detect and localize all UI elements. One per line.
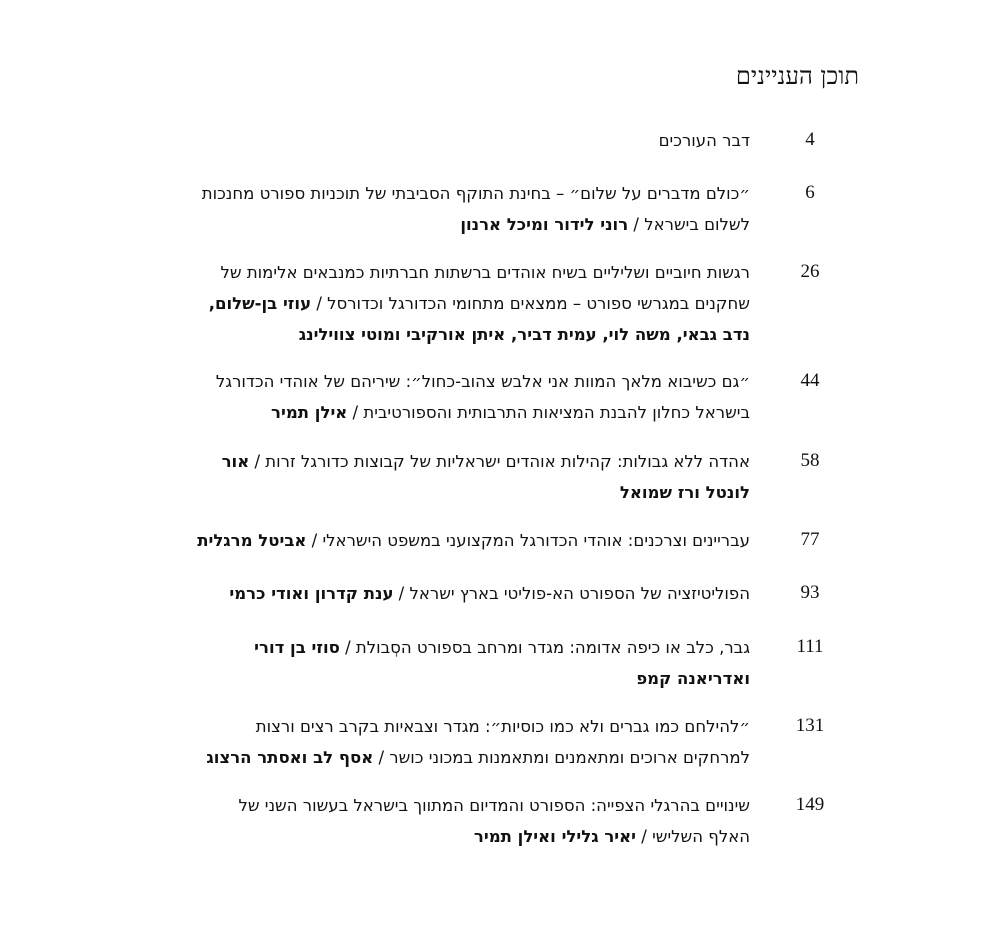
toc-entry-title: האלף השלישי / xyxy=(636,827,750,846)
toc-entry-text xyxy=(150,790,750,852)
toc-entry-author: ענת קדרון ואודי כרמי xyxy=(229,584,394,603)
toc-entry-text xyxy=(150,711,750,773)
toc-page-number: 6 xyxy=(805,182,815,203)
toc-entry-title: הפוליטיזציה של הספורט הא-פוליטי בארץ ישראל / xyxy=(393,584,750,603)
toc-entry-line xyxy=(150,632,750,663)
toc-entry-line xyxy=(150,125,750,156)
toc-entry-author: נדב גבאי, משה לוי, עמית דביר, איתן אורקיבי ומוטי צווילינג xyxy=(298,325,750,344)
toc-entry-line xyxy=(150,178,750,209)
toc-entry-title: עבריינים וצרכנים: אוהדי הכדורגל המקצועני במשפט הישראלי / xyxy=(306,531,750,550)
toc-entry-text xyxy=(150,366,750,428)
toc-page-number: 58 xyxy=(800,450,820,471)
toc-entry-text xyxy=(150,125,750,156)
toc-entry-title: אהדה ללא גבולות: קהילות אוהדים ישראליות של קבוצות כדורגל זרות / xyxy=(249,452,750,471)
page-title: תוכן העניינים xyxy=(735,62,859,90)
toc-page-number: 44 xyxy=(800,370,820,391)
toc-entry-title: בישראל כחלון להבנת המציאות התרבותית והספורטיבית / xyxy=(347,403,750,422)
toc-entry-line xyxy=(150,288,750,319)
toc-entry-title: שחקנים במגרשי ספורט – ממצאים מתחומי הכדורגל וכדורסל / xyxy=(311,294,750,313)
toc-entry-line xyxy=(150,821,750,852)
toc-page-number: 111 xyxy=(796,636,824,657)
toc-entry-author: אביטל מרגלית xyxy=(197,531,307,550)
toc-entry-line xyxy=(150,446,750,477)
toc-entry-line xyxy=(150,257,750,288)
toc-entry-text xyxy=(150,257,750,350)
toc-entry-title: ״להילחם כמו גברים ולא כמו כוסיות״: מגדר וצבאיות בקרב רצים ורצות xyxy=(255,717,750,736)
toc-entry-title: למרחקים ארוכים ומתאמנים ומתאמנות במכוני כושר / xyxy=(373,748,750,767)
toc-entry-author: אור xyxy=(221,452,250,471)
toc-entry-author: אסף לב ואסתר הרצוג xyxy=(206,748,374,767)
toc-entry-title: לשלום בישראל / xyxy=(628,215,750,234)
toc-entry-author: ואדריאנה קמפ xyxy=(636,669,750,688)
toc-entry-title: ״כולם מדברים על שלום״ – בחינת התוקף הסביבתי של תוכניות ספורט מחנכות xyxy=(201,184,750,203)
toc-entry-title: שינויים בהרגלי הצפייה: הספורט והמדיום המתווך בישראל בעשור השני של xyxy=(238,796,750,815)
toc-page-number: 131 xyxy=(795,715,825,736)
toc-page-number: 26 xyxy=(800,261,820,282)
toc-entry-title: גבר, כלב או כיפה אדומה: מגדר ומרחב בספורט הסְבולת / xyxy=(339,638,750,657)
toc-page-number: 77 xyxy=(800,529,820,550)
toc-entry-author: סוזי בן דורי xyxy=(254,638,340,657)
toc-entry-line xyxy=(150,477,750,508)
toc-entry-title: ״גם כשיבוא מלאך המוות אני אלבש צהוב-כחול״: שיריהם של אוהדי הכדורגל xyxy=(215,372,750,391)
toc-entry-author: עוזי בן-שלום, xyxy=(208,294,312,313)
toc-entry-text xyxy=(150,178,750,240)
toc-entry-text xyxy=(150,525,750,556)
toc-page-number: 4 xyxy=(805,129,815,150)
toc-entry-line xyxy=(150,663,750,694)
toc-entry-author: אילן תמיר xyxy=(271,403,348,422)
toc-entry-line xyxy=(150,525,750,556)
toc-entry-title: דבר העורכים xyxy=(658,131,750,150)
toc-entry-line xyxy=(150,366,750,397)
toc-entry-line xyxy=(150,319,750,350)
toc-entry-text xyxy=(150,446,750,508)
toc-page-number: 149 xyxy=(795,794,825,815)
toc-entry-line xyxy=(150,397,750,428)
toc-entry-line xyxy=(150,742,750,773)
toc-entry-author: יאיר גלילי ואילן תמיר xyxy=(473,827,637,846)
toc-entry-text xyxy=(150,578,750,609)
toc-entry-title: רגשות חיוביים ושליליים בשיח אוהדים ברשתות חברתיות כמנבאים אלימות של xyxy=(220,263,750,282)
toc-entry-line xyxy=(150,790,750,821)
toc-entry-author: רוני לידור ומיכל ארנון xyxy=(460,215,629,234)
toc-entry-line xyxy=(150,711,750,742)
toc-entry-author: לונטל ורז שמואל xyxy=(619,483,750,502)
toc-page-number: 93 xyxy=(800,582,820,603)
toc-entry-line xyxy=(150,578,750,609)
toc-entry-text xyxy=(150,632,750,694)
toc-entry-line xyxy=(150,209,750,240)
